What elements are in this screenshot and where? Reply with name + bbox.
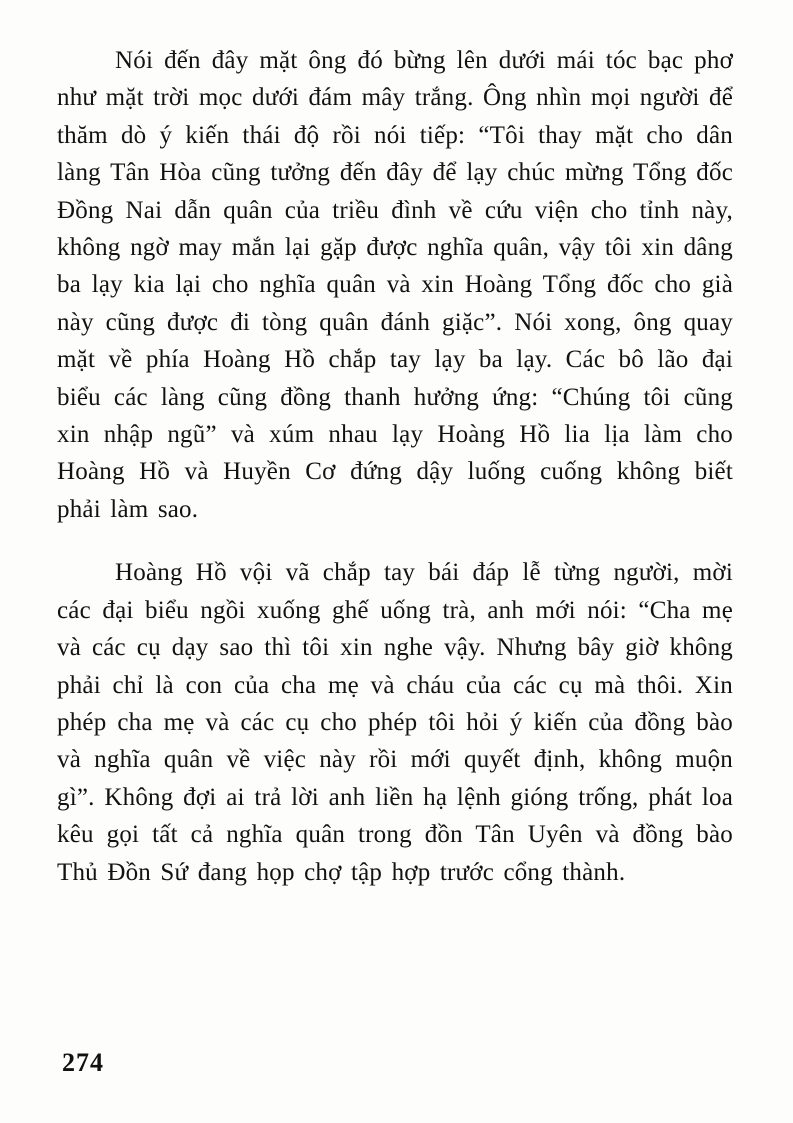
text-block [57,42,733,891]
body-paragraph: Nói đến đây mặt ông đó bừng lên dưới mái tóc bạc phơ như mặt trời mọc dưới đám mây trắng. Ông nhìn mọi người để thăm dò ý kiến thái độ rồi nói tiếp: “Tôi thay mặt cho dân làng Tân Hòa cũng tưởng đến đây để lạy chúc mừng Tổng đốc Đồng Nai dẫn quân của triều đình về cứu viện cho tỉnh này, không ngờ may mắn lại gặp được nghĩa quân, vậy tôi xin dâng ba lạy kia lại cho nghĩa quân và xin Hoàng Tổng đốc cho già này cũng được đi tòng quân đánh giặc”. Nói xong, ông quay mặt về phía Hoàng Hồ chắp tay lạy ba lạy. Các bô lão đại biểu các làng cũng đồng thanh hưởng ứng: “Chúng tôi cũng xin nhập ngũ” và xúm nhau lạy Hoàng Hồ lia lịa làm cho Hoàng Hồ và Huyền Cơ đứng dậy luống cuống không biết phải làm sao. [57,47,733,523]
body-paragraph: Hoàng Hồ vội vã chắp tay bái đáp lễ từng người, mời các đại biểu ngồi xuống ghế uống trà, anh mới nói: “Cha mẹ và các cụ dạy sao thì tôi xin nghe vậy. Nhưng bây giờ không phải chỉ là con của cha mẹ và cháu của các cụ mà thôi. Xin phép cha mẹ và các cụ cho phép tôi hỏi ý kiến của đồng bào và nghĩa quân về việc này rồi mới quyết định, không muộn gì”. Không đợi ai trả lời anh liền hạ lệnh gióng trống, phát loa kêu gọi tất cả nghĩa quân trong đồn Tân Uyên và đồng bào Thủ Đồn Sứ đang họp chợ tập hợp trước cổng thành. [57,559,733,886]
page-number: 274 [62,1048,104,1077]
